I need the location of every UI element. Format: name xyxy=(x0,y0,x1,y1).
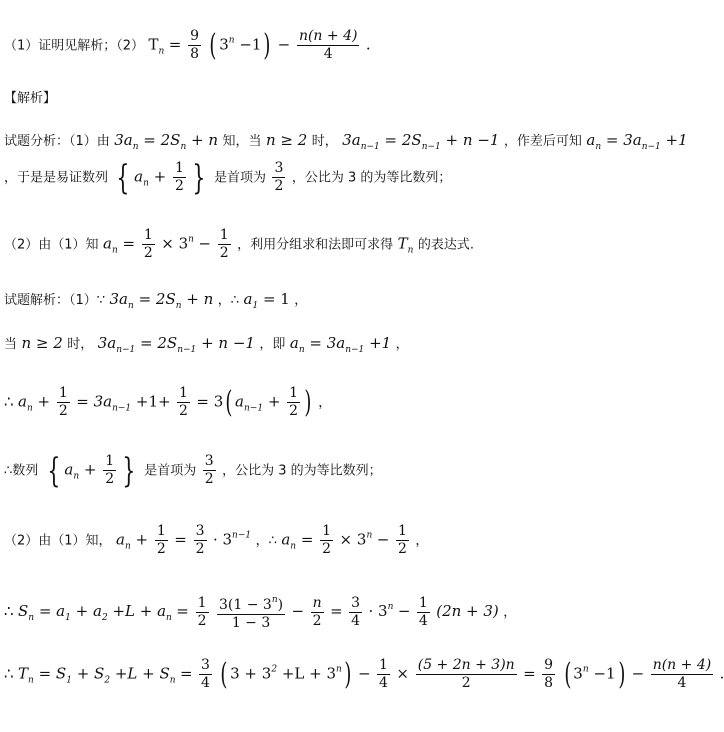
fraction-n-n4-4: $\frac{n(n + 4)}{4}$ xyxy=(298,28,358,62)
solution-line-2: 当 n ≥ 2 时， $3a_{n-1} = 2S_{n-1} + n -1$ ，即 $a_n = 3a_{n-1} +1$ ， xyxy=(4,334,409,355)
fraction-9-8: $\frac{9}{8}$ xyxy=(190,28,200,62)
answer-T: T xyxy=(148,35,159,54)
solution-line-6: ∴ $S_n = a_1 + a_2 +L + a_n$ = $\frac{1}{2}$ $\frac{3(1 - 3^n)}{1 - 3}$ − $\frac{n}{2}$ = $\frac{3}{4}$ · $3^n$ − $\frac{1}{4}$ (2n + 3) ， xyxy=(4,594,517,631)
analysis-line-2: ，于是是易证数列 { $a_n$ + $\frac{1}{2}$ } 是首项为 $\frac{3}{2}$ ，公比为 3 的为等比数列； xyxy=(4,157,452,198)
solution-line-4: ∴数列 { $a_n$ + $\frac{1}{2}$ } 是首项为 $\frac{3}{2}$ ，公比为 3 的为等比数列； xyxy=(4,450,382,491)
answer-line: （1）证明见解析；（2） $T_n$ = $\frac{9}{8}$ ( $3^n -1$) − $\frac{n(n + 4)}{4}$ . xyxy=(4,27,371,63)
solution-line-7: ∴ $T_n = S_1 + S_2 +L + S_n$ = $\frac{3}{4}$ ( $3 + 3^2 +L + 3^n$) − $\frac{1}{4}$ × $\frac{(5 + 2n + 3)n}{2}$ = $\frac{9}{8}$ ( $3^n -1$) − $\frac{n(n + 4)}{4}$ . xyxy=(4,656,724,692)
analysis-header: 【解析】 xyxy=(4,91,57,106)
solution-line-5: （2）由（1）知， $a_n$ + $\frac{1}{2}$ = $\frac{3}{2}$ · $3^{n-1}$ ，∴ $a_n$ = $\frac{1}{2}$ × $3^n$ − $\frac{1}{2}$ ， xyxy=(4,523,429,557)
analysis-line-1: 试题分析：（1）由 $3a_n = 2S_n + n$ 知，当 n ≥ 2 时， $3a_{n-1} = 2S_{n-1} + n -1$ ，作差后可知 $a_n = 3a_{n-1} +1$ xyxy=(4,131,688,152)
solution-line-3: ∴ $a_n$ + $\frac{1}{2}$ = $3a_{n-1} +1+$ $\frac{1}{2}$ = 3( $a_{n-1}$ + $\frac{1}{2}$ ) ， xyxy=(4,384,332,420)
answer-part1: （1）证明见解析；（2） xyxy=(4,38,145,54)
analysis-line-3: （2）由（1）知 $a_n$ = $\frac{1}{2}$ × $3^n$ − $\frac{1}{2}$ ，利用分组求和法即可求得 $T_n$ 的表达式. xyxy=(4,227,474,261)
solution-line-1: 试题解析：（1）∵ $3a_n = 2S_n + n$ ，∴ $a_1 = 1$ ， xyxy=(4,290,308,311)
